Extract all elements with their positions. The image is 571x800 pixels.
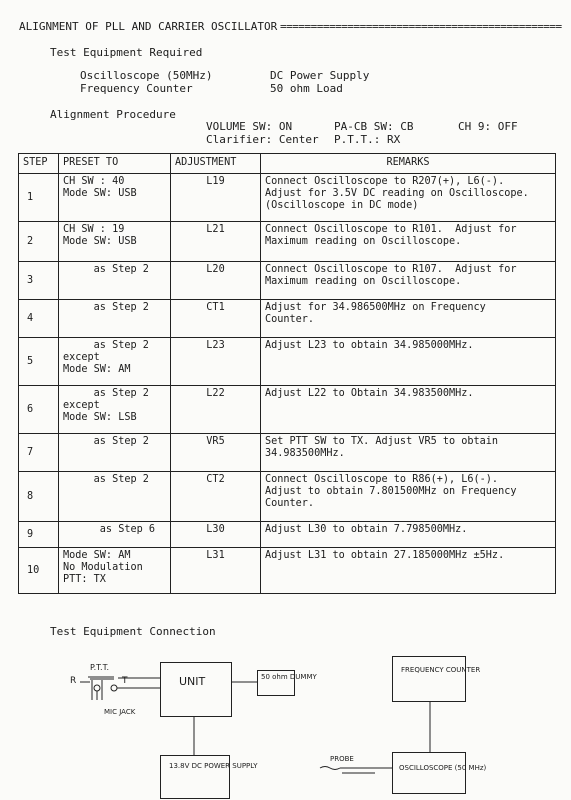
remarks-cell: Adjust L31 to obtain 27.185000MHz ±5Hz.	[261, 548, 556, 594]
t-label: T	[122, 676, 128, 686]
dummy-box	[257, 670, 317, 696]
step-number: 9	[19, 522, 59, 548]
ptt-label: P.T.T.	[90, 663, 110, 672]
preset-cell: Mode SW: AM No Modulation PTT: TX	[59, 548, 171, 594]
step-number: 4	[19, 300, 59, 338]
setting-volume: VOLUME SW: ON	[206, 120, 293, 133]
oscilloscope-box	[392, 752, 487, 794]
remarks-cell: Adjust for 34.986500MHz on Frequency Counter.	[261, 300, 556, 338]
preset-cell: as Step 2	[59, 262, 171, 300]
step-number: 5	[19, 338, 59, 386]
equipment-item: Frequency Counter	[80, 82, 193, 95]
preset-cell: as Step 2	[59, 472, 171, 522]
adjustment-cell: L19	[171, 174, 261, 222]
remarks-cell: Connect Oscilloscope to R207(+), L6(-). Adjust for 3.5V DC reading on Oscilloscope. (Oscilloscope in DC mode)	[261, 174, 556, 222]
preset-cell: as Step 2	[59, 434, 171, 472]
mic-jack-label: MIC JACK	[104, 708, 136, 716]
remarks-cell: Adjust L22 to Obtain 34.983500MHz.	[261, 386, 556, 434]
title-rule: ==============================================	[280, 20, 562, 33]
preset-cell: as Step 6	[59, 522, 171, 548]
equipment-item: 50 ohm Load	[270, 82, 343, 95]
step-number: 6	[19, 386, 59, 434]
equipment-heading: Test Equipment Required	[50, 46, 203, 59]
jack-contact	[111, 685, 117, 691]
setting-ch9: CH 9: OFF	[458, 120, 518, 133]
adjustment-cell: L22	[171, 386, 261, 434]
adjustment-cell: L30	[171, 522, 261, 548]
adjustment-cell: CT1	[171, 300, 261, 338]
remarks-cell: Connect Oscilloscope to R107. Adjust for Maximum reading on Oscilloscope.	[261, 262, 556, 300]
frequency-counter-box	[392, 656, 481, 702]
header-adjustment: ADJUSTMENT	[171, 154, 261, 174]
setting-clarifier: Clarifier: Center	[206, 133, 319, 146]
setting-pa-cb: PA-CB SW: CB	[334, 120, 414, 133]
remarks-cell: Adjust L30 to obtain 7.798500MHz.	[261, 522, 556, 548]
unit-label: UNIT	[179, 675, 206, 688]
page-title: ALIGNMENT OF PLL AND CARRIER OSCILLATOR	[19, 20, 278, 33]
power-supply-label: 13.8V DC POWER SUPPLY	[169, 762, 258, 770]
power-supply-box	[160, 755, 258, 799]
step-number: 3	[19, 262, 59, 300]
connection-heading: Test Equipment Connection	[50, 625, 216, 638]
remarks-cell: Set PTT SW to TX. Adjust VR5 to obtain 34.983500MHz.	[261, 434, 556, 472]
oscilloscope-label: OSCILLOSCOPE (50 MHz)	[399, 764, 487, 772]
r-label: R	[70, 676, 77, 686]
probe-tip	[320, 767, 340, 770]
header-preset: PRESET TO	[59, 154, 171, 174]
equipment-item: Oscilloscope (50MHz)	[80, 69, 213, 82]
frequency-counter-label: FREQUENCY COUNTER	[401, 666, 481, 674]
remarks-cell: Connect Oscilloscope to R101. Adjust for Maximum reading on Oscilloscope.	[261, 222, 556, 262]
unit-box	[160, 662, 232, 717]
step-number: 1	[19, 174, 59, 222]
step-number: 7	[19, 434, 59, 472]
adjustment-cell: L23	[171, 338, 261, 386]
preset-cell: as Step 2 except Mode SW: AM	[59, 338, 171, 386]
step-number: 8	[19, 472, 59, 522]
adjustment-cell: L20	[171, 262, 261, 300]
remarks-cell: Adjust L23 to obtain 34.985000MHz.	[261, 338, 556, 386]
preset-cell: CH SW : 19 Mode SW: USB	[59, 222, 171, 262]
preset-cell: as Step 2	[59, 300, 171, 338]
setting-ptt: P.T.T.: RX	[334, 133, 401, 146]
remarks-cell: Connect Oscilloscope to R86(+), L6(-). Adjust to obtain 7.801500MHz on Frequency Counter.	[261, 472, 556, 522]
jack-contact	[94, 685, 100, 691]
header-remarks: REMARKS	[261, 154, 556, 174]
step-number: 2	[19, 222, 59, 262]
header-step: STEP	[19, 154, 59, 174]
equipment-item: DC Power Supply	[270, 69, 370, 82]
adjustment-cell: L21	[171, 222, 261, 262]
procedure-heading: Alignment Procedure	[50, 108, 176, 121]
step-number: 10	[19, 548, 59, 594]
dummy-label: 50 ohm DUMMY	[261, 673, 317, 681]
adjustment-cell: L31	[171, 548, 261, 594]
preset-cell: as Step 2 except Mode SW: LSB	[59, 386, 171, 434]
adjustment-cell: CT2	[171, 472, 261, 522]
probe-label: PROBE	[330, 755, 354, 763]
preset-cell: CH SW : 40 Mode SW: USB	[59, 174, 171, 222]
adjustment-cell: VR5	[171, 434, 261, 472]
